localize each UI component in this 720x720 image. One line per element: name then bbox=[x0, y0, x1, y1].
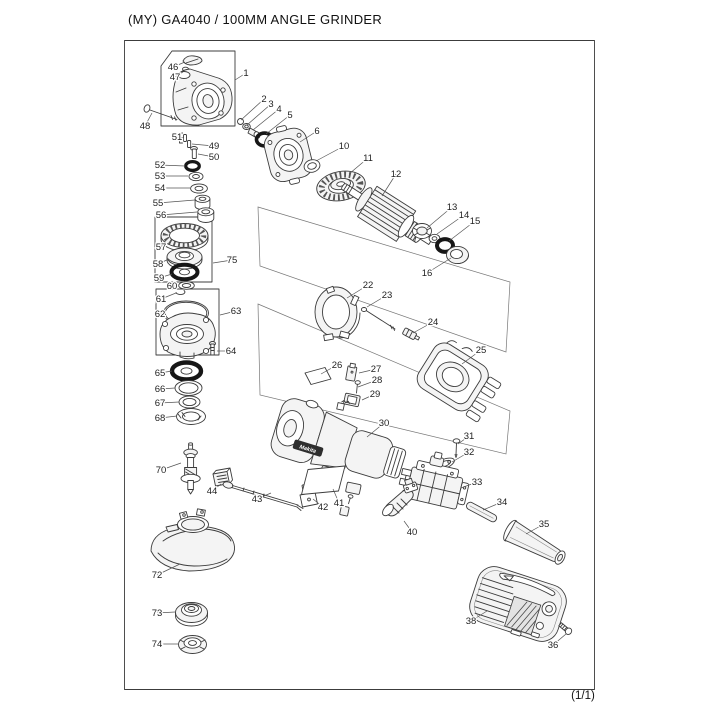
part-1-gear-housing bbox=[173, 69, 232, 125]
page-indicator: (1/1) bbox=[571, 690, 595, 702]
part-label-15: 15 bbox=[469, 216, 481, 228]
part-label-72: 72 bbox=[151, 570, 163, 582]
part-label-43: 43 bbox=[251, 494, 263, 506]
part-label-48: 48 bbox=[139, 121, 151, 133]
part-label-33: 33 bbox=[471, 477, 483, 489]
part-label-2: 2 bbox=[261, 94, 267, 106]
part-27-carbon-brush bbox=[346, 363, 358, 381]
part-label-25: 25 bbox=[475, 345, 487, 357]
part-label-46: 46 bbox=[167, 62, 179, 74]
part-49-pin bbox=[188, 141, 191, 148]
part-54-washer bbox=[191, 184, 208, 193]
part-23-screw bbox=[361, 308, 395, 331]
part-6-bearing-box-cover bbox=[260, 121, 316, 189]
part-26-name-plate bbox=[305, 368, 331, 385]
part-label-44: 44 bbox=[206, 486, 218, 498]
part-label-27: 27 bbox=[370, 364, 382, 376]
part-52-o-ring bbox=[186, 162, 200, 171]
part-label-59: 59 bbox=[153, 273, 165, 285]
part-label-52: 52 bbox=[154, 160, 166, 172]
leader-line-56 bbox=[161, 212, 197, 215]
part-38-rear-cover bbox=[465, 562, 571, 647]
part-label-62: 62 bbox=[154, 309, 166, 321]
part-70-spindle bbox=[181, 443, 200, 494]
part-61-clip bbox=[176, 291, 185, 295]
part-2-ball bbox=[238, 119, 244, 125]
part-label-34: 34 bbox=[496, 497, 508, 509]
part-label-70: 70 bbox=[155, 465, 167, 477]
part-55-sleeve bbox=[195, 195, 210, 209]
part-73-inner-flange bbox=[176, 603, 208, 627]
part-label-13: 13 bbox=[446, 202, 458, 214]
part-59-ball-bearing bbox=[172, 265, 198, 279]
part-label-68: 68 bbox=[154, 413, 166, 425]
part-48-bolt bbox=[143, 104, 177, 120]
part-label-38: 38 bbox=[465, 616, 477, 628]
part-label-75: 75 bbox=[226, 255, 238, 267]
part-label-6: 6 bbox=[314, 126, 320, 138]
part-label-12: 12 bbox=[390, 169, 402, 181]
part-36-screw bbox=[558, 622, 573, 636]
part-label-36: 36 bbox=[547, 640, 559, 652]
part-label-61: 61 bbox=[155, 294, 167, 306]
part-label-5: 5 bbox=[287, 110, 293, 122]
part-label-56: 56 bbox=[155, 210, 167, 222]
part-label-65: 65 bbox=[154, 368, 166, 380]
part-label-1: 1 bbox=[243, 68, 249, 80]
part-65-ball-bearing bbox=[172, 363, 201, 380]
part-46-lock-lever bbox=[183, 56, 202, 65]
part-64-screw bbox=[210, 342, 216, 356]
part-label-23: 23 bbox=[381, 290, 393, 302]
part-13-fan bbox=[413, 224, 432, 239]
part-label-3: 3 bbox=[268, 99, 274, 111]
part-label-40: 40 bbox=[406, 527, 418, 539]
part-label-53: 53 bbox=[154, 171, 166, 183]
part-label-58: 58 bbox=[152, 259, 164, 271]
part-label-22: 22 bbox=[362, 280, 374, 292]
part-50-pin bbox=[191, 147, 198, 159]
part-35-grip bbox=[501, 518, 569, 569]
part-label-51: 51 bbox=[171, 132, 183, 144]
part-68-felt-ring bbox=[177, 409, 206, 425]
part-label-28: 28 bbox=[371, 375, 383, 387]
part-label-54: 54 bbox=[154, 183, 166, 195]
part-label-74: 74 bbox=[151, 639, 163, 651]
part-label-4: 4 bbox=[276, 104, 282, 116]
part-label-14: 14 bbox=[458, 210, 470, 222]
part-29-brush-holder bbox=[337, 392, 361, 413]
part-56-half-sleeve bbox=[198, 208, 214, 223]
part-label-16: 16 bbox=[421, 268, 433, 280]
part-label-57: 57 bbox=[155, 242, 167, 254]
part-label-49: 49 bbox=[208, 141, 220, 153]
part-63-bearing-housing bbox=[160, 313, 215, 359]
part-66-ring bbox=[175, 381, 202, 396]
part-label-11: 11 bbox=[363, 153, 373, 165]
part-label-47: 47 bbox=[169, 72, 181, 84]
part-label-30: 30 bbox=[378, 418, 390, 430]
part-label-32: 32 bbox=[463, 447, 475, 459]
part-53-washer bbox=[189, 172, 203, 180]
part-41-name-plate bbox=[302, 466, 346, 495]
part-label-41: 41 bbox=[333, 498, 345, 510]
part-16-rubber-ring bbox=[447, 246, 469, 263]
part-label-73: 73 bbox=[151, 608, 163, 620]
part-74-lock-nut bbox=[179, 636, 207, 654]
part-24-terminal bbox=[402, 328, 420, 342]
part-67-ring bbox=[179, 396, 200, 408]
part-25-field-coil bbox=[413, 333, 509, 423]
part-43-lock-bar bbox=[222, 481, 303, 511]
part-label-42: 42 bbox=[317, 502, 329, 514]
part-label-63: 63 bbox=[230, 306, 242, 318]
part-label-50: 50 bbox=[208, 152, 220, 164]
part-label-26: 26 bbox=[331, 360, 343, 372]
leader-line-55 bbox=[158, 200, 195, 203]
part-label-24: 24 bbox=[427, 317, 439, 329]
part-60-washer bbox=[179, 282, 195, 290]
page-title: (MY) GA4040 / 100MM ANGLE GRINDER bbox=[128, 12, 383, 27]
makita-logo-text: Makita bbox=[298, 444, 317, 455]
part-57-internal-gear bbox=[161, 224, 208, 252]
part-34-pin bbox=[465, 501, 498, 523]
part-72-wheel-guard bbox=[151, 509, 235, 571]
part-label-35: 35 bbox=[538, 519, 550, 531]
part-label-29: 29 bbox=[369, 389, 381, 401]
part-31-screw bbox=[453, 439, 460, 458]
part-label-66: 66 bbox=[154, 384, 166, 396]
part-label-64: 64 bbox=[225, 346, 237, 358]
part-3-washer bbox=[243, 124, 251, 130]
part-label-31: 31 bbox=[463, 431, 475, 443]
part-label-67: 67 bbox=[154, 398, 166, 410]
part-28-screw bbox=[355, 381, 360, 393]
part-label-10: 10 bbox=[338, 141, 350, 153]
part-label-60: 60 bbox=[166, 281, 178, 293]
part-label-55: 55 bbox=[152, 198, 164, 210]
